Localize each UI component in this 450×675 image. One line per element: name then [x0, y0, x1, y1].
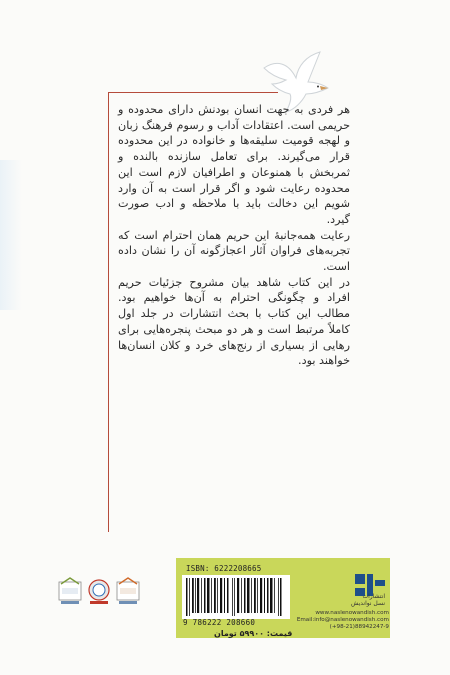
left-edge-tint [0, 160, 22, 310]
frame-horizontal-line [108, 92, 278, 93]
barcode-number: 9 786222 208660 [183, 618, 256, 627]
description-paragraph-3: در این کتاب شاهد بیان مشروح جزئیات حریم افراد و چگونگی احترام به آن‌ها خواهیم بود. مطالب این کتاب با بحث انتشارات در جلد اول کاملاً مرتبط است و هر دو مبحث پنجره‌هایی برای رهایی از بسیاری از رنج‌های خرد و کلان انسان‌ها خواهند بود. [118, 275, 350, 368]
publisher-name: انتشارات نسل نواندیش [350, 593, 385, 607]
bbs-badge-icon [58, 576, 82, 606]
barcode-icon [182, 575, 290, 619]
description-paragraph-2: رعایت همه‌جانبهٔ این حریم همان احترام است که تجربه‌های فراوان آثار اعجازگونه آن را نشان داده است. [118, 228, 350, 274]
frame-vertical-line [108, 92, 109, 532]
publisher-contact [295, 610, 389, 631]
certification-badges [58, 576, 144, 608]
description-paragraph-1: هر فردی به جهت انسان بودنش دارای محدوده و حریمی است. اعتقادات آداب و رسوم فرهنگ زبان و لهجه قومیت سلیقه‌ها و خانواده در این محدوده قرار می‌گیرند. برای تعامل سازنده بالنده و ثمربخش با همنوعان و اطرافیان لازم است این محدوده رعایت شود و اگر قرار است به آن وارد شویم این دخالت باید با ملاحظه و ادب صورت گیرد. [118, 103, 350, 226]
phone-text: (+98-21)88942247-9 [329, 624, 389, 630]
isbn-label: ISBN: 6222208665 [186, 564, 262, 573]
email-text: Email:info@naslenowandish.com [296, 617, 389, 623]
bbs-badge-2-icon [116, 576, 140, 606]
back-cover-description [118, 102, 350, 369]
seal-badge-icon [87, 576, 111, 606]
price-label: قیمت: ۵۹۹۰۰ تومان [214, 629, 293, 638]
website-link[interactable]: www.naslenowandish.com [315, 610, 389, 616]
